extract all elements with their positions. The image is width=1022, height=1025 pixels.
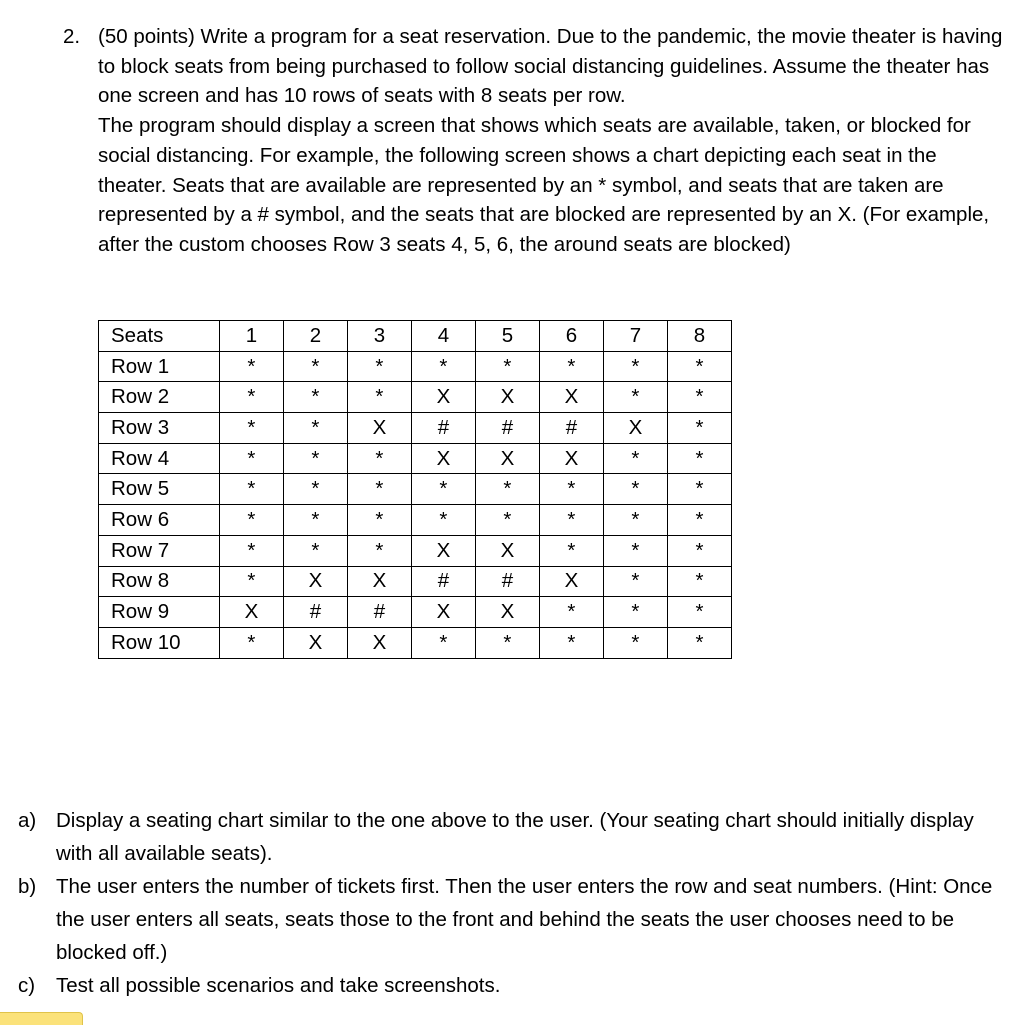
seat-cell: * xyxy=(219,627,283,658)
task-item-c xyxy=(18,969,1008,1002)
seat-cell: # xyxy=(475,413,539,444)
table-row xyxy=(99,474,732,505)
seat-cell: * xyxy=(539,627,603,658)
column-header: 1 xyxy=(219,321,283,352)
table-row xyxy=(99,505,732,536)
seat-cell: * xyxy=(283,382,347,413)
seat-cell: * xyxy=(283,505,347,536)
seating-chart-table xyxy=(98,320,732,659)
seat-cell: # xyxy=(411,566,475,597)
row-label: Row 3 xyxy=(99,413,220,444)
task-text: Display a seating chart similar to the one above to the user. (Your seating chart should initially display with all available seats). xyxy=(56,809,974,865)
question-block xyxy=(63,22,1003,260)
column-header: 3 xyxy=(347,321,411,352)
seat-cell: * xyxy=(603,382,667,413)
seat-cell: * xyxy=(411,474,475,505)
seat-cell: * xyxy=(347,382,411,413)
row-label: Row 9 xyxy=(99,597,220,628)
seat-cell: X xyxy=(411,382,475,413)
seat-cell: * xyxy=(667,413,731,444)
table-row xyxy=(99,413,732,444)
seat-cell: * xyxy=(667,535,731,566)
header-seats-label: Seats xyxy=(99,321,220,352)
seat-cell: * xyxy=(283,443,347,474)
seat-cell: X xyxy=(347,413,411,444)
seat-cell: X xyxy=(475,443,539,474)
seat-cell: * xyxy=(219,413,283,444)
seat-cell: * xyxy=(219,474,283,505)
seat-cell: * xyxy=(603,474,667,505)
seat-cell: * xyxy=(667,382,731,413)
seat-cell: * xyxy=(219,351,283,382)
question-number: 2. xyxy=(63,25,81,48)
seat-cell: X xyxy=(411,535,475,566)
seat-cell: * xyxy=(475,627,539,658)
column-header: 5 xyxy=(475,321,539,352)
seat-cell: X xyxy=(283,566,347,597)
seat-cell: * xyxy=(347,535,411,566)
seat-cell: * xyxy=(603,597,667,628)
seat-cell: * xyxy=(539,474,603,505)
seat-cell: * xyxy=(539,505,603,536)
seat-cell: X xyxy=(475,382,539,413)
seat-cell: * xyxy=(283,474,347,505)
table-row xyxy=(99,597,732,628)
seat-cell: X xyxy=(539,382,603,413)
seat-cell: * xyxy=(539,351,603,382)
highlight-marker xyxy=(0,1012,83,1025)
seat-cell: * xyxy=(347,443,411,474)
row-label: Row 1 xyxy=(99,351,220,382)
seat-cell: # xyxy=(283,597,347,628)
seat-cell: * xyxy=(475,474,539,505)
column-header: 4 xyxy=(411,321,475,352)
seat-cell: # xyxy=(475,566,539,597)
seat-cell: * xyxy=(603,535,667,566)
table-header-row xyxy=(99,321,732,352)
task-text: Test all possible scenarios and take screenshots. xyxy=(56,974,501,997)
seat-cell: * xyxy=(475,505,539,536)
seat-cell: X xyxy=(539,566,603,597)
task-label: c) xyxy=(18,974,36,997)
seat-cell: * xyxy=(603,351,667,382)
task-item-a xyxy=(18,804,1008,870)
seat-cell: X xyxy=(411,443,475,474)
seat-cell: * xyxy=(667,597,731,628)
column-header: 8 xyxy=(667,321,731,352)
row-label: Row 7 xyxy=(99,535,220,566)
seat-cell: * xyxy=(219,505,283,536)
seat-cell: X xyxy=(539,443,603,474)
seat-cell: X xyxy=(475,535,539,566)
seat-cell: # xyxy=(347,597,411,628)
seat-cell: * xyxy=(411,627,475,658)
seat-cell: * xyxy=(411,351,475,382)
seat-cell: * xyxy=(667,566,731,597)
seat-cell: * xyxy=(283,413,347,444)
seat-cell: * xyxy=(219,535,283,566)
task-text: The user enters the number of tickets first. Then the user enters the row and seat numbers. (Hint: Once the user enters all seats, seats those to the front and behind the seats the user chooses need to be blocked off.) xyxy=(56,875,993,964)
seat-cell: * xyxy=(667,505,731,536)
seat-cell: * xyxy=(219,443,283,474)
row-label: Row 4 xyxy=(99,443,220,474)
seat-cell: * xyxy=(603,566,667,597)
table-row xyxy=(99,535,732,566)
task-label: b) xyxy=(18,875,37,898)
seat-cell: * xyxy=(603,505,667,536)
seat-cell: * xyxy=(283,535,347,566)
seat-cell: * xyxy=(603,443,667,474)
seat-cell: * xyxy=(539,597,603,628)
seat-cell: X xyxy=(347,566,411,597)
row-label: Row 5 xyxy=(99,474,220,505)
table-row xyxy=(99,627,732,658)
seat-cell: * xyxy=(667,351,731,382)
question-intro: (50 points) Write a program for a seat reservation. Due to the pandemic, the movie theater is having to block seats from being purchased to follow social distancing guidelines. Assume the theater has one screen and has 10 rows of seats with 8 seats per row. xyxy=(98,25,1003,108)
seat-cell: * xyxy=(411,505,475,536)
seat-cell: * xyxy=(667,474,731,505)
row-label: Row 10 xyxy=(99,627,220,658)
seat-cell: X xyxy=(475,597,539,628)
task-item-b xyxy=(18,870,1008,969)
seat-cell: * xyxy=(539,535,603,566)
seat-cell: * xyxy=(475,351,539,382)
table-row xyxy=(99,443,732,474)
row-label: Row 8 xyxy=(99,566,220,597)
table-row xyxy=(99,566,732,597)
question-description: The program should display a screen that shows which seats are available, taken, or blocked for social distancing. For example, the following screen shows a chart depicting each seat in the theater. Seats that are available are represented by an * symbol, and seats that are taken are represented by a # symbol, and the seats that are blocked are represented by an X. (For example, after the custom chooses Row 3 seats 4, 5, 6, the around seats are blocked) xyxy=(98,114,990,256)
seat-cell: # xyxy=(411,413,475,444)
table-row xyxy=(99,351,732,382)
seat-cell: X xyxy=(283,627,347,658)
seat-cell: X xyxy=(603,413,667,444)
column-header: 7 xyxy=(603,321,667,352)
table-row xyxy=(99,382,732,413)
seat-cell: * xyxy=(603,627,667,658)
seat-cell: * xyxy=(667,627,731,658)
seat-cell: * xyxy=(219,566,283,597)
column-header: 6 xyxy=(539,321,603,352)
row-label: Row 2 xyxy=(99,382,220,413)
seat-cell: * xyxy=(283,351,347,382)
seat-cell: * xyxy=(219,382,283,413)
task-list xyxy=(18,804,1008,1002)
seat-cell: * xyxy=(347,351,411,382)
column-header: 2 xyxy=(283,321,347,352)
seat-cell: * xyxy=(667,443,731,474)
seat-cell: X xyxy=(347,627,411,658)
question-body xyxy=(98,22,1003,260)
row-label: Row 6 xyxy=(99,505,220,536)
seat-cell: * xyxy=(347,505,411,536)
seat-cell: * xyxy=(347,474,411,505)
seat-cell: X xyxy=(219,597,283,628)
seat-cell: # xyxy=(539,413,603,444)
task-label: a) xyxy=(18,809,37,832)
seat-cell: X xyxy=(411,597,475,628)
